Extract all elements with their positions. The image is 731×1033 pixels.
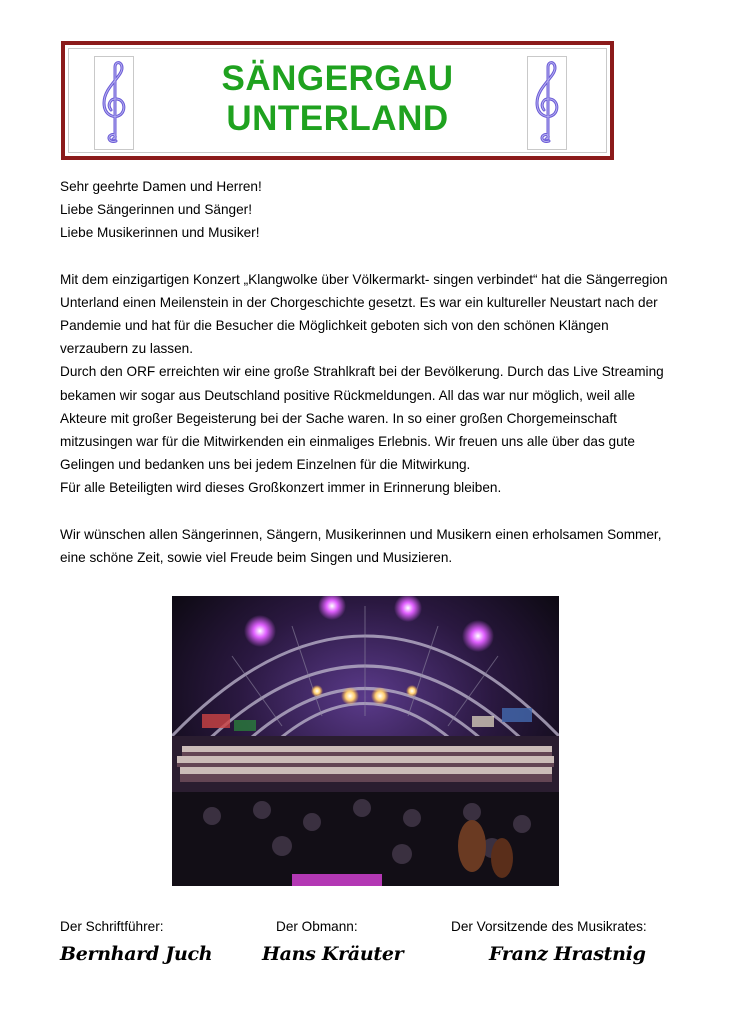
signature-role: Der Vorsitzende des Musikrates: xyxy=(451,919,647,934)
paragraph-line: Für alle Beteiligten wird dieses Großkonzert immer in Erinnerung bleiben. xyxy=(60,480,502,496)
paragraph-line: verzaubern zu lassen. xyxy=(60,341,193,357)
paragraph-line: mitzusingen war für die Mitwirkenden ein einmaliges Erlebnis. Wir freuen uns alle über das gute xyxy=(60,434,635,450)
treble-clef-icon xyxy=(94,56,134,150)
paragraph-line: bekamen wir sogar aus Deutschland positive Rückmeldungen. All das war nur möglich, weil alle xyxy=(60,387,635,403)
signature-role: Der Schriftführer: xyxy=(60,919,164,934)
letter-body xyxy=(60,175,680,569)
greeting-line: Liebe Sängerinnen und Sänger! xyxy=(60,202,252,218)
title-line-1: SÄNGERGAU xyxy=(221,59,454,98)
paragraph-line: eine schöne Zeit, sowie viel Freude beim Singen und Musizieren. xyxy=(60,549,453,565)
concert-photo-illustration xyxy=(172,596,559,886)
paragraph-line: Mit dem einzigartigen Konzert „Klangwolke über Völkermarkt- singen verbindet“ hat die Sängerregion xyxy=(60,271,668,287)
paragraph-line: Durch den ORF erreichten wir eine große Strahlkraft bei der Bevölkerung. Durch das Live Streaming xyxy=(60,364,664,380)
concert-photo xyxy=(172,596,559,886)
letterhead-inner-frame xyxy=(68,48,607,153)
greeting-line: Liebe Musikerinnen und Musiker! xyxy=(60,225,260,241)
greeting-line: Sehr geehrte Damen und Herren! xyxy=(60,179,262,194)
paragraph-line: Gelingen und bedanken uns bei jedem Einzelnen für die Mitwirkung. xyxy=(60,457,471,473)
letterhead-title xyxy=(159,59,516,139)
paragraph-line: Unterland einen Meilenstein in der Chorgeschichte gesetzt. Es war ein kultureller Neustart nach der xyxy=(60,294,658,310)
paragraph-line: Pandemie und hat für die Besucher die Möglichkeit geboten sich von den schönen Klängen xyxy=(60,318,609,334)
signature-name: Franz Hrastnig xyxy=(489,943,646,965)
signature-name: Bernhard Juch xyxy=(60,943,213,965)
treble-clef-icon xyxy=(527,56,567,150)
signature-name: Hans Kräuter xyxy=(262,943,404,965)
paragraph-line: Wir wünschen allen Sängerinnen, Sängern, Musikerinnen und Musikern einen erholsamen Sommer, xyxy=(60,526,662,542)
title-line-2: UNTERLAND xyxy=(226,99,449,138)
paragraph-line: Akteure mit großer Begeisterung bei der Sache waren. In so einer großen Chorgemeinschaft xyxy=(60,410,617,426)
letterhead xyxy=(61,41,614,160)
signature-role: Der Obmann: xyxy=(276,919,358,934)
